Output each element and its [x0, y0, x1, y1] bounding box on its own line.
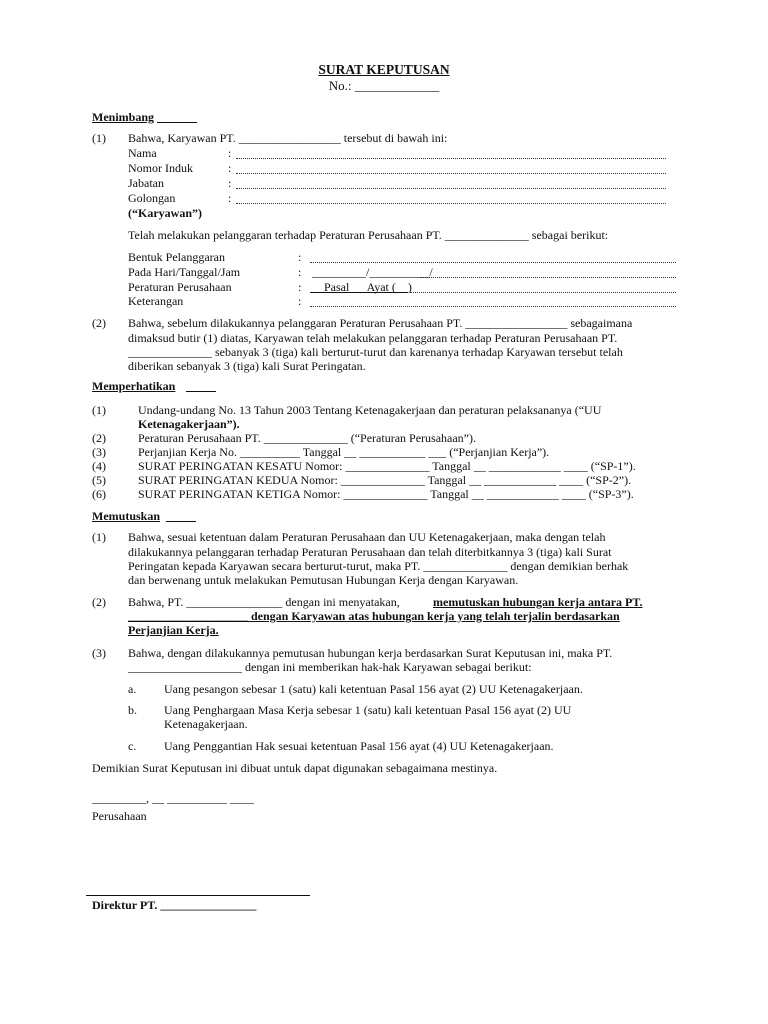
- item-number: (1): [92, 403, 106, 417]
- paragraph-line: Bahwa, sebelum dilakukannya pelanggaran Peraturan Perusahaan PT. _________________ sebagaimana: [128, 316, 633, 330]
- fill-line[interactable]: [410, 292, 676, 293]
- fill-line[interactable]: [236, 173, 666, 174]
- paragraph-line: dilakukannya pelanggaran terhadap Peraturan Perusahaan dan telah diterbitkannya 3 (tiga) kali Surat: [128, 545, 612, 559]
- subitem-letter: c.: [128, 739, 137, 753]
- paragraph-line: Bahwa, dengan dilakukannya pemutusan hubungan kerja berdasarkan Surat Keputusan ini, maka PT.: [128, 646, 613, 660]
- violation-value-waktu: _________/__________/: [312, 265, 433, 279]
- field-colon: :: [298, 265, 302, 279]
- place-date-line: _________, __ __________ ____: [92, 791, 254, 805]
- reference-item: SURAT PERINGATAN KEDUA Nomor: ______________ Tanggal __ ____________ ____ (“SP-2”).: [138, 473, 632, 487]
- section-heading-memutuskan: Memutuskan: [92, 509, 161, 523]
- item-number: (3): [92, 445, 106, 459]
- field-colon: :: [298, 294, 302, 308]
- field-colon: :: [228, 161, 232, 175]
- fill-line[interactable]: [236, 158, 666, 159]
- violation-label-keterangan: Keterangan: [128, 294, 184, 308]
- subitem-text: Uang pesangon sebesar 1 (satu) kali ketentuan Pasal 156 ayat (2) UU Ketenagakerjaan.: [164, 682, 583, 696]
- item-number: (1): [92, 131, 106, 145]
- document-title: SURAT KEPUTUSAN: [318, 62, 450, 77]
- item-number: (3): [92, 646, 106, 660]
- section-heading-memperhatikan: Memperhatikan: [92, 379, 176, 393]
- subitem-letter: a.: [128, 682, 137, 696]
- violation-label-waktu: Pada Hari/Tanggal/Jam: [128, 265, 241, 279]
- field-colon: :: [228, 176, 232, 190]
- reference-item-cont: Ketenagakerjaan”).: [138, 417, 240, 431]
- reference-item: Undang-undang No. 13 Tahun 2003 Tentang Ketenagakerjaan dan peraturan pelaksananya (“UU: [138, 403, 602, 417]
- termination-statement: memutuskan hubungan kerja antara PT.: [433, 595, 643, 609]
- item-number: (2): [92, 431, 106, 445]
- reference-item: SURAT PERINGATAN KESATU Nomor: ______________ Tanggal __ ____________ ____ (“SP-1”).: [138, 459, 636, 473]
- field-colon: :: [228, 146, 232, 160]
- reference-item: SURAT PERINGATAN KETIGA Nomor: ______________ Tanggal __ ____________ ____ (“SP-3”).: [138, 487, 634, 501]
- field-label-nama: Nama: [128, 146, 157, 160]
- signature-line: [86, 895, 310, 896]
- paragraph-line: Bahwa, sesuai ketentuan dalam Peraturan Perusahaan dan UU Ketenagakerjaan, maka dengan telah: [128, 530, 606, 544]
- paragraph-line: diberikan sebanyak 3 (tiga) kali Surat Peringatan.: [128, 359, 366, 373]
- closing-statement: Demikian Surat Keputusan ini dibuat untuk dapat digunakan sebagaimana mestinya.: [92, 761, 498, 775]
- item-number: (5): [92, 473, 106, 487]
- violation-intro: Telah melakukan pelanggaran terhadap Peraturan Perusahaan PT. ______________ sebagai berikut:: [128, 228, 609, 242]
- subitem-text: Uang Penghargaan Masa Kerja sebesar 1 (satu) kali ketentuan Pasal 156 ayat (2) UU: [164, 703, 572, 717]
- paragraph-intro: Bahwa, Karyawan PT. _________________ tersebut di bawah ini:: [128, 131, 448, 145]
- subitem-text: Uang Penggantian Hak sesuai ketentuan Pasal 156 ayat (4) UU Ketenagakerjaan.: [164, 739, 554, 753]
- fill-line[interactable]: [310, 306, 676, 307]
- field-label-nomor-induk: Nomor Induk: [128, 161, 193, 175]
- section-heading-menimbang: Menimbang: [92, 110, 155, 124]
- signatory-label: Direktur PT. ________________: [92, 898, 257, 912]
- company-label: Perusahaan: [92, 809, 147, 823]
- karyawan-definition: (“Karyawan”): [128, 206, 202, 220]
- fill-line[interactable]: [420, 277, 676, 278]
- paragraph-line: Bahwa, PT. ________________ dengan ini menyatakan,: [128, 595, 400, 609]
- item-number: (2): [92, 595, 106, 609]
- reference-item: Perjanjian Kerja No. __________ Tanggal __ ___________ ___ (“Perjanjian Kerja”).: [138, 445, 550, 459]
- document-number: No.: _____________: [328, 78, 440, 93]
- paragraph-line: ______________ sebanyak 3 (tiga) kali berturut-turut dan karenanya terhadap Karyawan tersebut telah: [128, 345, 623, 359]
- field-label-jabatan: Jabatan: [128, 176, 164, 190]
- subitem-letter: b.: [128, 703, 137, 717]
- fill-line[interactable]: [236, 203, 666, 204]
- termination-statement-cont: ____________________ dengan Karyawan atas hubungan kerja yang telah terjalin berdasarkan: [128, 609, 620, 623]
- item-number: (4): [92, 459, 106, 473]
- termination-statement-end: Perjanjian Kerja.: [128, 623, 219, 637]
- fill-line[interactable]: [236, 188, 666, 189]
- field-colon: :: [228, 191, 232, 205]
- fill-line[interactable]: [310, 262, 676, 263]
- paragraph-line: ___________________ dengan ini memberikan hak-hak Karyawan sebagai berikut:: [128, 660, 532, 674]
- paragraph-line: Peringatan kepada Karyawan secara berturut-turut, maka PT. ______________ dengan demikian berhak: [128, 559, 629, 573]
- field-label-golongan: Golongan: [128, 191, 176, 205]
- violation-label-bentuk: Bentuk Pelanggaran: [128, 250, 225, 264]
- paragraph-line: dimaksud butir (1) diatas, Karyawan telah melakukan pelanggaran terhadap Peraturan Perusahaan PT.: [128, 331, 618, 345]
- reference-item: Peraturan Perusahaan PT. ______________ (“Peraturan Perusahaan”).: [138, 431, 477, 445]
- field-colon: :: [298, 280, 302, 294]
- item-number: (1): [92, 530, 106, 544]
- paragraph-line: dan berwenang untuk melakukan Pemutusan Hubungan Kerja dengan Karyawan.: [128, 573, 519, 587]
- item-number: (2): [92, 316, 106, 330]
- field-colon: :: [298, 250, 302, 264]
- violation-value-pasal: Pasal __ Ayat (__): [324, 280, 412, 294]
- violation-label-peraturan: Peraturan Perusahaan: [128, 280, 232, 294]
- item-number: (6): [92, 487, 106, 501]
- subitem-text-cont: Ketenagakerjaan.: [164, 717, 248, 731]
